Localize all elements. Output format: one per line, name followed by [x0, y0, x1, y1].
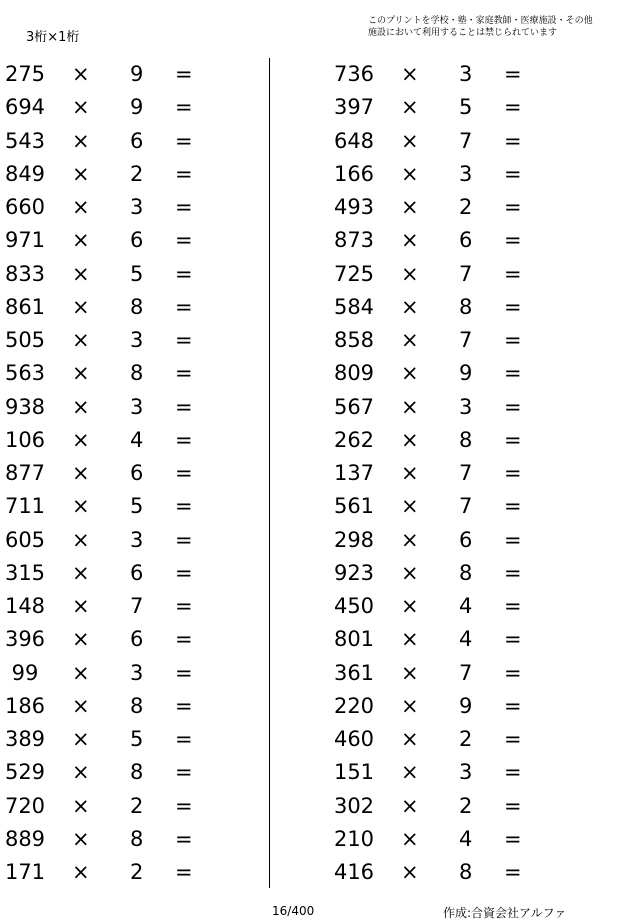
- multiplicand: 529: [4, 760, 46, 785]
- multiplier: 6: [459, 228, 473, 253]
- multiplier: 7: [130, 594, 144, 618]
- multiplier: 5: [130, 261, 144, 286]
- equals-sign: =: [175, 793, 193, 818]
- multiplier: 6: [130, 560, 144, 585]
- multiplicand: 460: [333, 727, 375, 751]
- worksheet-title: 3桁×1桁: [26, 30, 80, 45]
- times-sign: ×: [72, 760, 90, 785]
- multiplier: 7: [459, 261, 473, 286]
- problem-row: [329, 790, 559, 823]
- equals-sign: =: [175, 95, 193, 120]
- problem-row: [0, 457, 230, 490]
- equals-sign: =: [504, 627, 522, 652]
- times-sign: ×: [72, 594, 90, 618]
- multiplier: 6: [130, 627, 144, 652]
- problem-row: [0, 823, 230, 856]
- equals-sign: =: [175, 195, 193, 219]
- equals-sign: =: [175, 62, 193, 86]
- problem-row: [329, 357, 559, 390]
- multiplicand: 877: [4, 461, 46, 485]
- times-sign: ×: [72, 261, 90, 286]
- times-sign: ×: [401, 427, 419, 452]
- equals-sign: =: [504, 62, 522, 86]
- problem-row: [0, 125, 230, 158]
- equals-sign: =: [175, 361, 193, 386]
- problem-row: [0, 756, 230, 789]
- times-sign: ×: [72, 294, 90, 319]
- problem-row: [329, 657, 559, 690]
- multiplicand: 416: [333, 860, 375, 884]
- problem-row: [329, 690, 559, 723]
- equals-sign: =: [175, 461, 193, 485]
- equals-sign: =: [504, 461, 522, 485]
- multiplicand: 493: [333, 195, 375, 219]
- times-sign: ×: [401, 195, 419, 219]
- times-sign: ×: [401, 361, 419, 386]
- problem-row: [329, 457, 559, 490]
- multiplicand: 148: [4, 594, 46, 618]
- multiplicand: 397: [333, 95, 375, 120]
- problem-row: [0, 91, 230, 124]
- multiplier: 8: [459, 560, 473, 585]
- problem-row: [0, 590, 230, 623]
- times-sign: ×: [72, 427, 90, 452]
- equals-sign: =: [504, 760, 522, 785]
- times-sign: ×: [401, 161, 419, 186]
- times-sign: ×: [401, 693, 419, 718]
- usage-notice-line-2: 施設において利用することは禁じられています: [368, 28, 558, 38]
- multiplier: 8: [130, 760, 144, 785]
- multiplicand: 833: [4, 261, 46, 286]
- equals-sign: =: [175, 328, 193, 352]
- multiplier: 7: [459, 328, 473, 352]
- multiplicand: 505: [4, 328, 46, 352]
- equals-sign: =: [504, 727, 522, 751]
- times-sign: ×: [72, 826, 90, 851]
- problem-row: [329, 324, 559, 357]
- multiplier: 7: [459, 461, 473, 485]
- problem-row: [0, 224, 230, 257]
- multiplicand: 694: [4, 95, 46, 120]
- multiplier: 3: [130, 660, 144, 685]
- multiplicand: 137: [333, 461, 375, 485]
- multiplier: 8: [130, 826, 144, 851]
- times-sign: ×: [401, 328, 419, 352]
- problem-row: [329, 125, 559, 158]
- equals-sign: =: [504, 195, 522, 219]
- multiplicand: 543: [4, 128, 46, 153]
- multiplier: 6: [130, 128, 144, 153]
- equals-sign: =: [175, 693, 193, 718]
- multiplicand: 151: [333, 760, 375, 785]
- multiplicand: 186: [4, 693, 46, 718]
- problem-row: [0, 790, 230, 823]
- multiplier: 2: [459, 195, 473, 219]
- right-problem-column: [329, 58, 559, 889]
- usage-notice: [368, 15, 593, 39]
- times-sign: ×: [72, 394, 90, 419]
- multiplicand: 220: [333, 693, 375, 718]
- problem-row: [0, 158, 230, 191]
- equals-sign: =: [175, 527, 193, 552]
- multiplier: 8: [459, 860, 473, 884]
- multiplier: 2: [459, 727, 473, 751]
- times-sign: ×: [401, 294, 419, 319]
- left-problem-column: [0, 58, 230, 889]
- times-sign: ×: [401, 660, 419, 685]
- problem-row: [0, 291, 230, 324]
- multiplicand: 567: [333, 394, 375, 419]
- multiplicand: 302: [333, 793, 375, 818]
- times-sign: ×: [72, 560, 90, 585]
- multiplicand: 605: [4, 527, 46, 552]
- multiplier: 5: [130, 494, 144, 519]
- problem-row: [329, 258, 559, 291]
- times-sign: ×: [401, 394, 419, 419]
- equals-sign: =: [175, 128, 193, 153]
- problem-row: [0, 357, 230, 390]
- problem-row: [329, 856, 559, 889]
- equals-sign: =: [504, 228, 522, 253]
- times-sign: ×: [401, 760, 419, 785]
- equals-sign: =: [504, 594, 522, 618]
- problem-row: [0, 424, 230, 457]
- multiplicand: 561: [333, 494, 375, 519]
- times-sign: ×: [72, 660, 90, 685]
- multiplicand: 315: [4, 560, 46, 585]
- multiplier: 3: [130, 527, 144, 552]
- multiplicand: 736: [333, 62, 375, 86]
- equals-sign: =: [504, 660, 522, 685]
- times-sign: ×: [72, 195, 90, 219]
- times-sign: ×: [401, 826, 419, 851]
- page-number: 16/400: [272, 904, 315, 918]
- multiplicand: 861: [4, 294, 46, 319]
- equals-sign: =: [175, 161, 193, 186]
- problem-row: [329, 623, 559, 656]
- equals-sign: =: [175, 427, 193, 452]
- equals-sign: =: [504, 361, 522, 386]
- multiplicand: 361: [333, 660, 375, 685]
- multiplicand: 858: [333, 328, 375, 352]
- multiplier: 6: [130, 228, 144, 253]
- multiplicand: 99: [11, 660, 39, 685]
- times-sign: ×: [72, 693, 90, 718]
- multiplicand: 809: [333, 361, 375, 386]
- multiplicand: 166: [333, 161, 375, 186]
- equals-sign: =: [504, 527, 522, 552]
- multiplicand: 450: [333, 594, 375, 618]
- equals-sign: =: [504, 394, 522, 419]
- equals-sign: =: [175, 660, 193, 685]
- multiplier: 7: [459, 660, 473, 685]
- multiplicand: 210: [333, 826, 375, 851]
- multiplier: 9: [459, 693, 473, 718]
- usage-notice-line-1: このプリントを学校・塾・家庭教師・医療施設・その他: [368, 16, 593, 26]
- multiplicand: 889: [4, 826, 46, 851]
- times-sign: ×: [72, 62, 90, 86]
- creator-credit: 作成:合資会社アルファ: [443, 906, 567, 920]
- equals-sign: =: [175, 294, 193, 319]
- times-sign: ×: [401, 594, 419, 618]
- multiplier: 5: [459, 95, 473, 120]
- multiplicand: 171: [4, 860, 46, 884]
- multiplier: 3: [130, 195, 144, 219]
- equals-sign: =: [504, 328, 522, 352]
- times-sign: ×: [401, 527, 419, 552]
- multiplier: 2: [130, 161, 144, 186]
- times-sign: ×: [72, 128, 90, 153]
- multiplicand: 275: [4, 62, 46, 86]
- multiplicand: 873: [333, 228, 375, 253]
- multiplier: 3: [459, 394, 473, 419]
- times-sign: ×: [72, 793, 90, 818]
- equals-sign: =: [504, 826, 522, 851]
- times-sign: ×: [72, 361, 90, 386]
- problem-row: [329, 756, 559, 789]
- times-sign: ×: [72, 461, 90, 485]
- problem-row: [329, 191, 559, 224]
- multiplier: 4: [459, 826, 473, 851]
- problem-row: [329, 723, 559, 756]
- multiplier: 2: [130, 860, 144, 884]
- problem-row: [0, 557, 230, 590]
- column-divider: [269, 58, 270, 888]
- times-sign: ×: [72, 860, 90, 884]
- equals-sign: =: [504, 427, 522, 452]
- problem-row: [329, 590, 559, 623]
- multiplier: 8: [130, 693, 144, 718]
- times-sign: ×: [401, 95, 419, 120]
- times-sign: ×: [401, 627, 419, 652]
- times-sign: ×: [72, 494, 90, 519]
- problem-row: [329, 557, 559, 590]
- equals-sign: =: [175, 594, 193, 618]
- multiplicand: 389: [4, 727, 46, 751]
- multiplier: 4: [130, 427, 144, 452]
- multiplicand: 971: [4, 228, 46, 253]
- times-sign: ×: [401, 793, 419, 818]
- equals-sign: =: [175, 560, 193, 585]
- problem-row: [329, 224, 559, 257]
- times-sign: ×: [401, 560, 419, 585]
- multiplier: 9: [459, 361, 473, 386]
- multiplicand: 801: [333, 627, 375, 652]
- times-sign: ×: [72, 95, 90, 120]
- equals-sign: =: [504, 693, 522, 718]
- equals-sign: =: [504, 95, 522, 120]
- multiplier: 4: [459, 627, 473, 652]
- multiplier: 7: [459, 494, 473, 519]
- multiplier: 8: [130, 294, 144, 319]
- multiplicand: 106: [4, 427, 46, 452]
- problem-row: [0, 690, 230, 723]
- problem-row: [329, 58, 559, 91]
- equals-sign: =: [504, 494, 522, 519]
- times-sign: ×: [401, 128, 419, 153]
- equals-sign: =: [175, 394, 193, 419]
- equals-sign: =: [504, 128, 522, 153]
- equals-sign: =: [504, 560, 522, 585]
- problem-row: [0, 723, 230, 756]
- times-sign: ×: [401, 261, 419, 286]
- equals-sign: =: [504, 261, 522, 286]
- multiplier: 2: [130, 793, 144, 818]
- problem-row: [0, 524, 230, 557]
- times-sign: ×: [72, 228, 90, 253]
- multiplier: 3: [459, 760, 473, 785]
- multiplicand: 660: [4, 195, 46, 219]
- times-sign: ×: [72, 328, 90, 352]
- multiplier: 9: [130, 62, 144, 86]
- times-sign: ×: [401, 727, 419, 751]
- problem-row: [0, 191, 230, 224]
- multiplicand: 711: [4, 494, 46, 519]
- multiplicand: 396: [4, 627, 46, 652]
- problem-row: [329, 158, 559, 191]
- times-sign: ×: [401, 494, 419, 519]
- multiplier: 8: [459, 294, 473, 319]
- times-sign: ×: [72, 627, 90, 652]
- multiplier: 8: [459, 427, 473, 452]
- multiplicand: 923: [333, 560, 375, 585]
- multiplier: 3: [130, 394, 144, 419]
- problem-row: [0, 258, 230, 291]
- equals-sign: =: [504, 860, 522, 884]
- equals-sign: =: [175, 760, 193, 785]
- multiplicand: 849: [4, 161, 46, 186]
- problem-row: [0, 324, 230, 357]
- multiplier: 5: [130, 727, 144, 751]
- multiplicand: 584: [333, 294, 375, 319]
- times-sign: ×: [401, 461, 419, 485]
- problem-row: [0, 623, 230, 656]
- times-sign: ×: [72, 727, 90, 751]
- problem-row: [329, 424, 559, 457]
- multiplier: 6: [130, 461, 144, 485]
- equals-sign: =: [504, 793, 522, 818]
- multiplier: 3: [459, 161, 473, 186]
- problem-row: [0, 657, 230, 690]
- multiplicand: 563: [4, 361, 46, 386]
- multiplicand: 725: [333, 261, 375, 286]
- problem-row: [0, 490, 230, 523]
- equals-sign: =: [175, 261, 193, 286]
- equals-sign: =: [175, 494, 193, 519]
- multiplicand: 262: [333, 427, 375, 452]
- equals-sign: =: [175, 826, 193, 851]
- problem-row: [329, 391, 559, 424]
- multiplicand: 298: [333, 527, 375, 552]
- multiplier: 7: [459, 128, 473, 153]
- problem-row: [329, 490, 559, 523]
- problem-row: [0, 58, 230, 91]
- multiplicand: 720: [4, 793, 46, 818]
- times-sign: ×: [401, 228, 419, 253]
- problem-row: [329, 823, 559, 856]
- multiplicand: 938: [4, 394, 46, 419]
- multiplier: 3: [459, 62, 473, 86]
- multiplier: 2: [459, 793, 473, 818]
- equals-sign: =: [175, 727, 193, 751]
- times-sign: ×: [72, 527, 90, 552]
- multiplier: 3: [130, 328, 144, 352]
- equals-sign: =: [175, 627, 193, 652]
- multiplicand: 648: [333, 128, 375, 153]
- times-sign: ×: [401, 860, 419, 884]
- problem-row: [0, 391, 230, 424]
- problem-row: [0, 856, 230, 889]
- equals-sign: =: [504, 294, 522, 319]
- problem-row: [329, 91, 559, 124]
- equals-sign: =: [504, 161, 522, 186]
- equals-sign: =: [175, 860, 193, 884]
- multiplier: 4: [459, 594, 473, 618]
- multiplier: 8: [130, 361, 144, 386]
- times-sign: ×: [401, 62, 419, 86]
- equals-sign: =: [175, 228, 193, 253]
- multiplier: 6: [459, 527, 473, 552]
- multiplier: 9: [130, 95, 144, 120]
- problem-row: [329, 524, 559, 557]
- problem-row: [329, 291, 559, 324]
- times-sign: ×: [72, 161, 90, 186]
